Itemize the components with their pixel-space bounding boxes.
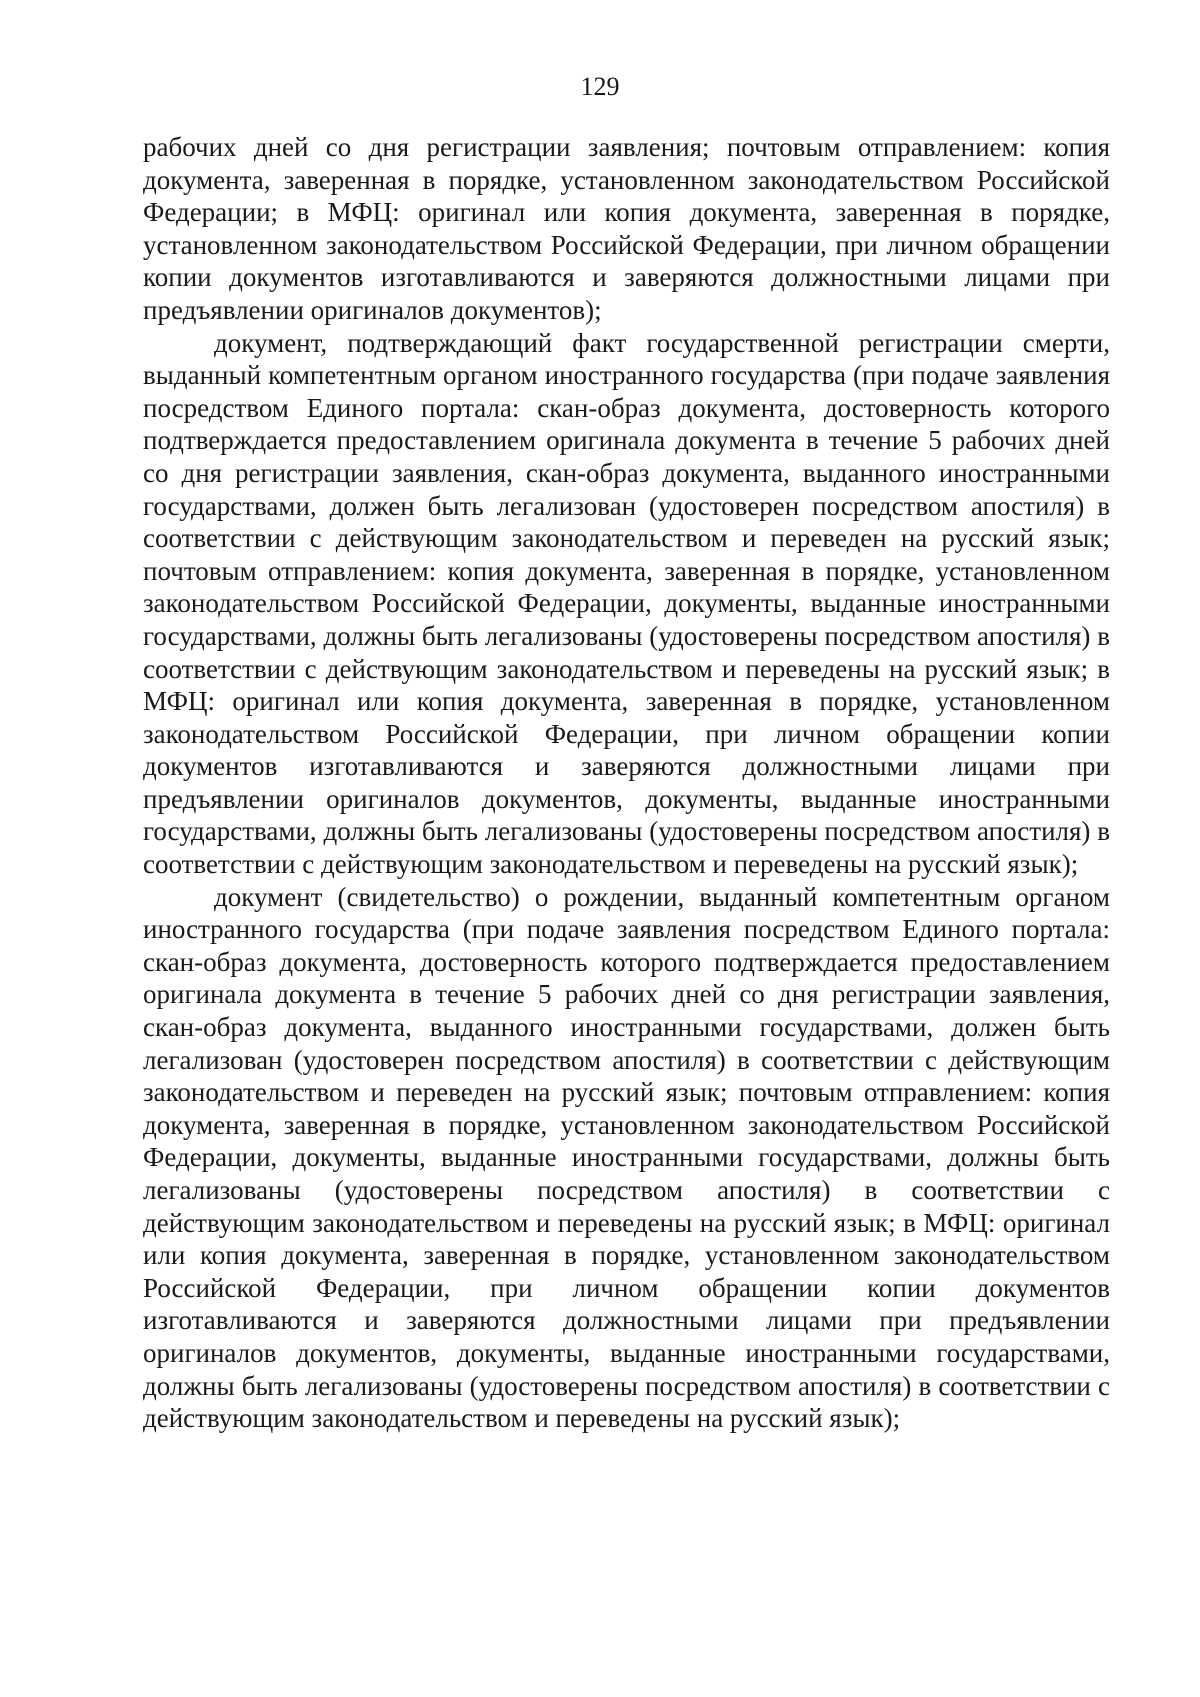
paragraph-death-registration-document: документ, подтверждающий факт государственной регистрации смерти, выданный компетентным органом иностранного государства (при подаче заявления посредством Единого портала: скан-образ документа, достоверность которого подтверждается предоставлением оригинала документа в течение 5 рабочих дней со дня регистрации заявления, скан-образ документа, выданного иностранными государствами, должен быть легализован (удостоверен посредством апостиля) в соответствии с действующим законодательством и переведен на русский язык; почтовым отправлением: копия документа, заверенная в порядке, установленном законодательством Российской Федерации, документы, выданные иностранными государствами, должны быть легализованы (удостоверены посредством апостиля) в соответствии с действующим законодательством и переведены на русский язык; в МФЦ: оригинал или копия документа, заверенная в порядке, установленном законодательством Российской Федерации, при личном обращении копии документов изготавливаются и заверяются должностными лицами при предъявлении оригиналов документов, документы, выданные иностранными государствами, должны быть легализованы (удостоверены посредством апостиля) в соответствии с действующим законодательством и переведены на русский язык);	[143, 327, 1110, 880]
page-number: 129	[580, 72, 620, 101]
document-body	[143, 131, 1110, 1435]
paragraph-continuation: рабочих дней со дня регистрации заявления; почтовым отправлением: копия документа, заверенная в порядке, установленном законодательством Российской Федерации; в МФЦ: оригинал или копия документа, заверенная в порядке, установленном законодательством Российской Федерации, при личном обращении копии документов изготавливаются и заверяются должностными лицами при предъявлении оригиналов документов);	[143, 132, 1110, 325]
paragraph-birth-certificate-document: документ (свидетельство) о рождении, выданный компетентным органом иностранного государства (при подаче заявления посредством Единого портала: скан-образ документа, достоверность которого подтверждается предоставлением оригинала документа в течение 5 рабочих дней со дня регистрации заявления, скан-образ документа, выданного иностранными государствами, должен быть легализован (удостоверен посредством апостиля) в соответствии с действующим законодательством и переведен на русский язык; почтовым отправлением: копия документа, заверенная в порядке, установленном законодательством Российской Федерации, документы, выданные иностранными государствами, должны быть легализованы (удостоверены посредством апостиля) в соответствии с действующим законодательством и переведены на русский язык; в МФЦ: оригинал или копия документа, заверенная в порядке, установленном законодательством Российской Федерации, при личном обращении копии документов изготавливаются и заверяются должностными лицами при предъявлении оригиналов документов, документы, выданные иностранными государствами, должны быть легализованы (удостоверены посредством апостиля) в соответствии с действующим законодательством и переведены на русский язык);	[143, 881, 1110, 1434]
